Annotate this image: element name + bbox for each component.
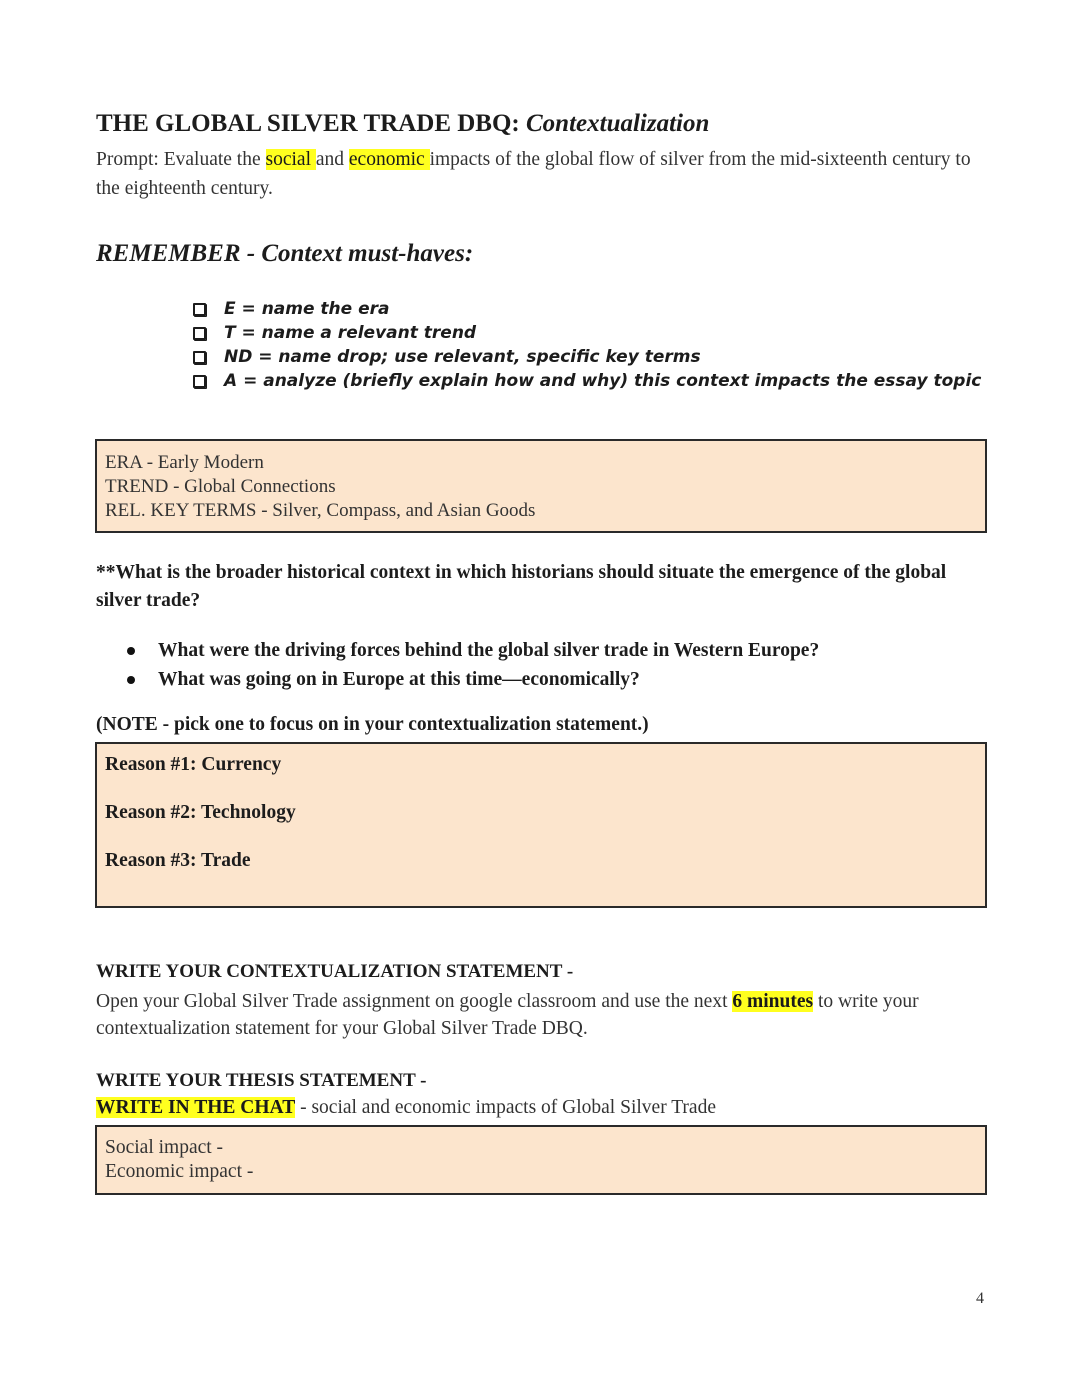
title-main: THE GLOBAL SILVER TRADE DBQ: — [96, 110, 526, 137]
checklist-item[interactable] — [193, 321, 981, 345]
prompt-part: Prompt: Evaluate the — [96, 149, 266, 170]
checkbox-icon[interactable] — [193, 327, 206, 340]
prompt-part: impacts of the global flow of silver from the mid-sixteenth century to the eighteenth century. — [96, 149, 971, 199]
contextualization-instructions — [96, 988, 986, 1042]
highlight-economic: economic — [348, 149, 430, 170]
checklist-label: A = analyze (briefly explain how and why) this context impacts the essay topic — [224, 371, 982, 391]
remember-heading: REMEMBER - Context must-haves: — [96, 240, 474, 267]
checklist-label: E = name the era — [224, 299, 390, 319]
era-trend-box[interactable] — [95, 439, 987, 533]
question-bullets — [127, 636, 819, 694]
reasons-box[interactable] — [95, 742, 987, 908]
checklist-label: T = name a relevant trend — [224, 323, 477, 343]
bullet-item — [127, 665, 819, 694]
thesis-heading: WRITE YOUR THESIS STATEMENT - — [96, 1070, 427, 1091]
trend-line: TREND - Global Connections — [105, 476, 336, 497]
social-impact-line: Social impact - — [105, 1137, 224, 1158]
instruction-part: Open your Global Silver Trade assignment on google classroom and use the next — [96, 991, 733, 1012]
checkbox-icon[interactable] — [193, 303, 206, 316]
note-text: (NOTE - pick one to focus on in your contextualization statement.) — [96, 714, 649, 735]
context-question: **What is the broader historical context in which historians should situate the emergence of the global silver trade? — [96, 562, 947, 611]
thesis-instructions — [96, 1097, 716, 1119]
must-haves-checklist — [193, 297, 981, 393]
highlight-minutes: 6 minutes — [732, 991, 814, 1012]
bullet-icon — [127, 676, 135, 684]
title-subtitle: Contextualization — [526, 110, 710, 137]
reason-currency: Reason #1: Currency — [105, 754, 282, 775]
bullet-text: What was going on in Europe at this time—economically? — [158, 669, 640, 690]
prompt-part: and — [315, 149, 349, 170]
contextualization-heading: WRITE YOUR CONTEXTUALIZATION STATEMENT - — [96, 961, 574, 982]
economic-impact-line: Economic impact - — [105, 1161, 254, 1182]
thesis-topic: - social and economic impacts of Global Silver Trade — [295, 1097, 716, 1118]
impact-box[interactable] — [95, 1125, 987, 1195]
checklist-item[interactable] — [193, 369, 981, 393]
checkbox-icon[interactable] — [193, 375, 206, 388]
highlight-social: social — [265, 149, 316, 170]
checkbox-icon[interactable] — [193, 351, 206, 364]
bullet-item — [127, 636, 819, 665]
reason-technology: Reason #2: Technology — [105, 802, 296, 823]
era-line: ERA - Early Modern — [105, 452, 264, 473]
checklist-item[interactable] — [193, 345, 981, 369]
checklist-label: ND = name drop; use relevant, specific key terms — [224, 347, 701, 367]
key-terms-line: REL. KEY TERMS - Silver, Compass, and Asian Goods — [105, 500, 536, 521]
checklist-item[interactable] — [193, 297, 981, 321]
bullet-icon — [127, 647, 135, 655]
prompt-text — [96, 145, 976, 203]
reason-trade: Reason #3: Trade — [105, 850, 251, 871]
page-number: 4 — [976, 1290, 984, 1307]
bullet-text: What were the driving forces behind the global silver trade in Western Europe? — [158, 640, 820, 661]
instruction-part: to write your contextualization statement for your Global Silver Trade DBQ. — [96, 991, 919, 1039]
page-title — [96, 110, 709, 138]
highlight-write-in-chat: WRITE IN THE CHAT — [96, 1097, 296, 1118]
